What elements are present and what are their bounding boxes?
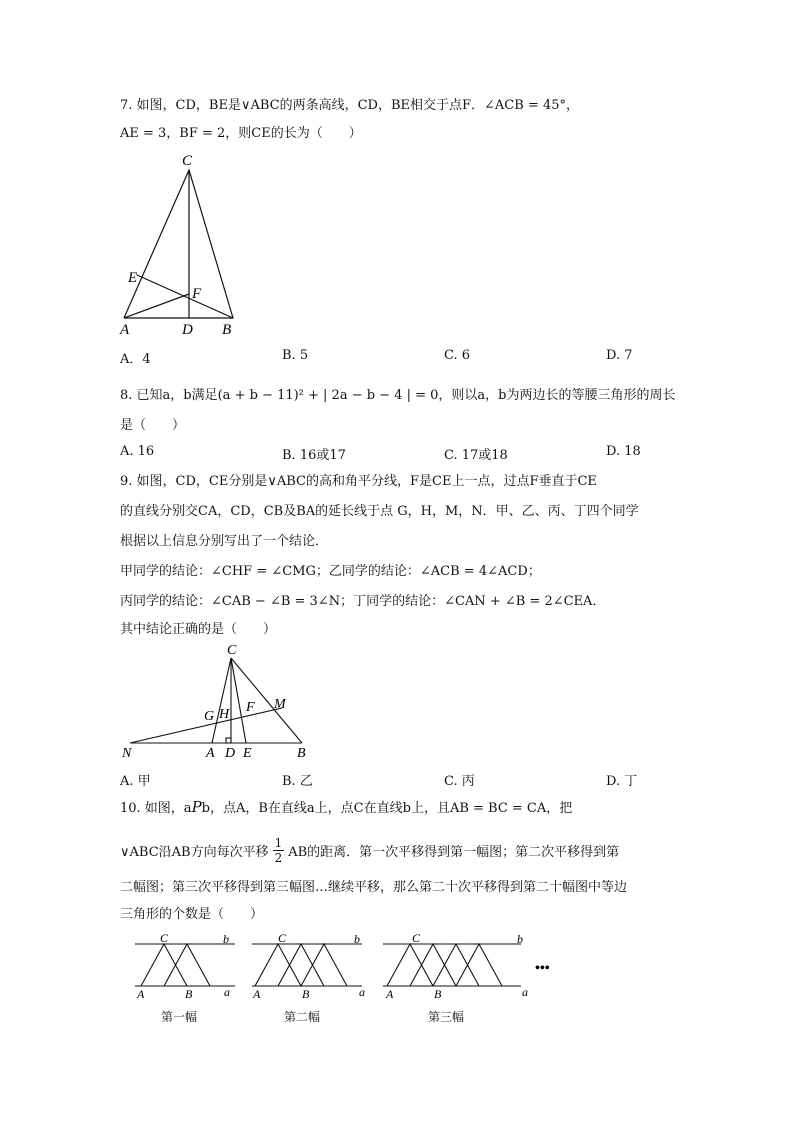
q10-ellipsis: ••• (535, 961, 550, 976)
q10-fig2-label-c: C (278, 931, 287, 945)
q10-fig2-label-a: A (253, 987, 261, 1000)
q10-caption-2: 第二幅 (284, 1010, 321, 1024)
q10-fig2-label-b: B (302, 987, 310, 1000)
q9-text-line6: 其中结论正确的是（ ） (120, 622, 277, 637)
q9-label-g: G (204, 709, 215, 724)
q9-label-n: N (122, 746, 132, 761)
q9-label-m: M (274, 697, 286, 712)
q9-label-c: C (227, 643, 237, 658)
q10-fig3-label-a: A (386, 987, 394, 1000)
q9-option-a: A. 甲 (120, 774, 151, 789)
q8-text-line1: 8. 已知a，b满足(a + b − 11)² + | 2a − b − 4 | = 0，则以a，b为两边长的等腰三角形的周长 (120, 388, 676, 403)
q9-option-c: C. 丙 (444, 774, 475, 789)
q9-label-d: D (225, 746, 236, 761)
q7-segment-af (124, 294, 189, 318)
q9-text-line1: 9. 如图，CD，CE分别是∨ABC的高和角平分线，F是CE上一点，过点F垂直于CE (120, 474, 597, 489)
q10-fig1-label-a-line: a (224, 985, 230, 999)
q7-option-a: A．4 (120, 352, 151, 367)
q10-fig1-label-b: B (185, 987, 193, 1000)
q9-text-line4: 甲同学的结论：∠CHF = ∠CMG；乙同学的结论：∠ACB = 4∠ACD； (120, 564, 541, 579)
q9-text-line2: 的直线分别交CA，CD，CB及BA的延长线于点 G，H，M，N．甲、乙、丙、丁四个同学 (120, 504, 639, 519)
q10-text-line1-start: 10. 如图，a (120, 801, 192, 816)
q9-label-h: H (219, 707, 230, 722)
q10-fig3-label-b: B (434, 987, 442, 1000)
q9-option-b: B. 乙 (282, 774, 313, 789)
q7-label-e: E (128, 270, 138, 286)
q7-label-f: F (192, 286, 202, 302)
q9-figure (110, 640, 320, 765)
q10-caption-3: 第三幅 (428, 1010, 465, 1024)
q10-text-line1-end: b，点A，B在直线a上，点C在直线b上，且AB = BC = CA，把 (201, 801, 573, 816)
q7-altitude-be (137, 275, 233, 318)
q9-label-a: A (206, 746, 215, 761)
q7-figure (110, 150, 250, 340)
q9-label-e: E (243, 746, 252, 761)
q7-text-line1: 7. 如图，CD，BE是∨ABC的两条高线，CD，BE相交于点F．∠ACB = 45°， (120, 98, 580, 113)
q10-text-line4: 三角形的个数是（ ） (120, 907, 264, 922)
q10-fraction-denominator: 2 (274, 850, 283, 865)
q10-fraction (273, 836, 285, 865)
q9-label-f: F (246, 700, 255, 715)
q10-figures (125, 930, 565, 1000)
q9-bisector-ce (231, 658, 246, 743)
q10-fig3-label-c: C (412, 931, 421, 945)
q10-text-line3: 二幅图；第三次平移得到第三幅图…继续平移，那么第二十次平移得到第二十幅图中等边 (120, 880, 628, 895)
q9-option-d: D. 丁 (606, 774, 638, 789)
q10-caption-1: 第一幅 (161, 1010, 198, 1024)
q7-option-d: D. 7 (606, 348, 633, 363)
q10-fraction-numerator: 1 (274, 835, 283, 850)
q10-figure-1 (135, 944, 235, 986)
q10-text-line2-end: AB的距离．第一次平移得到第一幅图；第二次平移得到第 (288, 844, 620, 860)
q9-side-cb (231, 658, 302, 743)
q9-side-ca (212, 658, 231, 743)
q10-fig1-label-a: A (137, 987, 145, 1000)
q9-text-line3: 根据以上信息分别写出了一个结论． (120, 534, 329, 549)
q7-label-a: A (120, 322, 130, 338)
q10-fig2-label-b-line: b (354, 932, 360, 946)
q9-text-line5: 丙同学的结论：∠CAB − ∠B = 3∠N；丁同学的结论：∠CAN + ∠B = 2∠CEA． (120, 594, 606, 609)
q9-right-angle-mark (226, 738, 231, 743)
q7-label-c: C (182, 153, 193, 169)
q10-fig1-label-c: C (160, 931, 169, 945)
q8-option-c: C. 17或18 (444, 448, 508, 463)
q10-fig1-label-b-line: b (223, 932, 229, 946)
q10-text-line2-start: ∨ABC沿AB方向每次平移 (120, 844, 269, 860)
q10-figure-2 (252, 944, 362, 986)
q7-label-b: B (222, 322, 232, 338)
q10-figure-3 (383, 944, 521, 986)
q8-option-b: B. 16或17 (282, 448, 346, 463)
q7-text-line2: AE = 3，BF = 2，则CE的长为（ ） (120, 126, 362, 141)
q10-text-line2 (120, 832, 619, 868)
q10-text-line1 (120, 797, 572, 819)
q8-option-a: A. 16 (120, 444, 155, 459)
q10-fig3-label-a-line: a (522, 985, 528, 999)
q7-option-b: B. 5 (282, 348, 309, 363)
q10-fig3-label-b-line: b (517, 932, 523, 946)
q7-triangle-abc (124, 170, 233, 318)
q7-option-c: C. 6 (444, 348, 471, 363)
q8-text-line2: 是（ ） (120, 418, 186, 433)
q10-parallel-symbol: P (191, 798, 202, 816)
q7-label-d: D (182, 322, 193, 338)
q9-label-b: B (297, 746, 306, 761)
q10-fig2-label-a-line: a (359, 985, 365, 999)
q8-option-d: D. 18 (606, 444, 641, 459)
